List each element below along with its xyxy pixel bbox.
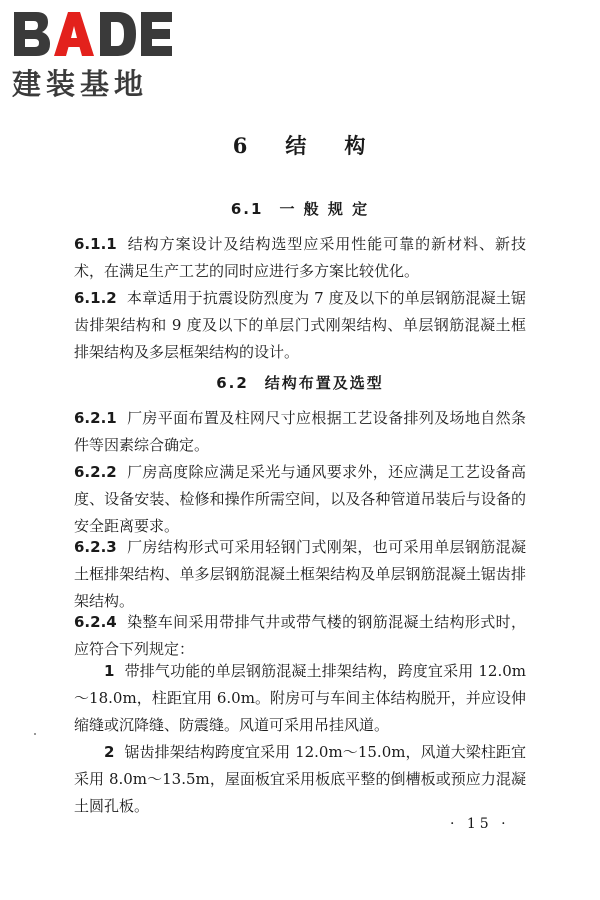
clause-number: 6.2.2 [74,463,117,481]
clause-text: 结构方案设计及结构选型应采用性能可靠的新材料、新技术，在满足生产工艺的同时应进行多方案比较优化。 [74,235,526,280]
logo-subtitle: 建装基地 [12,67,149,101]
clause-number: 6.2.3 [74,538,117,556]
list-item [74,658,526,739]
scan-dot [34,733,36,735]
clause-6-2-3 [74,534,526,615]
clause-text: 厂房平面布置及柱网尺寸应根据工艺设备排列及场地自然条件等因素综合确定。 [74,409,526,454]
section-heading: 一 般 规 定 [279,200,370,218]
item-number: 1 [104,662,115,680]
bade-logo-mark [10,8,175,60]
chapter-number: 6 [232,133,250,158]
chapter-title-char-2: 构 [344,133,368,158]
clause-text: 厂房高度除应满足采光与通风要求外，还应满足工艺设备高度、设备安装、检修和操作所需空间，以及各种管道吊装后与设备的安全距离要求。 [74,463,526,535]
clause-6-2-2 [74,459,526,540]
section-heading: 结构布置及选型 [264,374,384,392]
page-number: · 15 · [450,816,510,832]
clause-6-2-4 [74,609,526,663]
clause-text: 本章适用于抗震设防烈度为 7 度及以下的单层钢筋混凝土锯齿排架结构和 9 度及以下的单层门式刚架结构、单层钢筋混凝土框排架结构及多层框架结构的设计。 [74,289,526,361]
clause-number: 6.1.1 [74,235,117,253]
list-item [74,739,526,820]
section-title-6-1 [0,198,600,219]
item-text: 带排气功能的单层钢筋混凝土排架结构，跨度宜采用 12.0m～18.0m，柱距宜用 6.0m。附房可与车间主体结构脱开，并应设伸缩缝或沉降缝、防震缝。风道可采用吊挂风道。 [74,662,526,734]
section-title-6-2 [0,372,600,393]
chapter-title-char-1: 结 [285,133,309,158]
clause-number: 6.2.4 [74,613,117,631]
bade-logo [10,8,175,101]
clause-6-2-1 [74,405,526,459]
clause-6-1-1 [74,231,526,285]
item-number: 2 [104,743,115,761]
clause-number: 6.2.1 [74,409,117,427]
chapter-title [0,130,600,160]
clause-text: 染整车间采用带排气井或带气楼的钢筋混凝土结构形式时，应符合下列规定： [74,613,526,658]
section-number: 6.1 [230,200,264,218]
clause-text: 厂房结构形式可采用轻钢门式刚架，也可采用单层钢筋混凝土框排架结构、单多层钢筋混凝土框架结构及单层钢筋混凝土锯齿排架结构。 [74,538,526,610]
section-number: 6.2 [216,374,249,392]
item-text: 锯齿排架结构跨度宜采用 12.0m～15.0m，风道大梁柱距宜采用 8.0m～13.5m，屋面板宜采用板底平整的倒槽板或预应力混凝土圆孔板。 [74,743,526,815]
clause-number: 6.1.2 [74,289,117,307]
clause-6-1-2 [74,285,526,366]
